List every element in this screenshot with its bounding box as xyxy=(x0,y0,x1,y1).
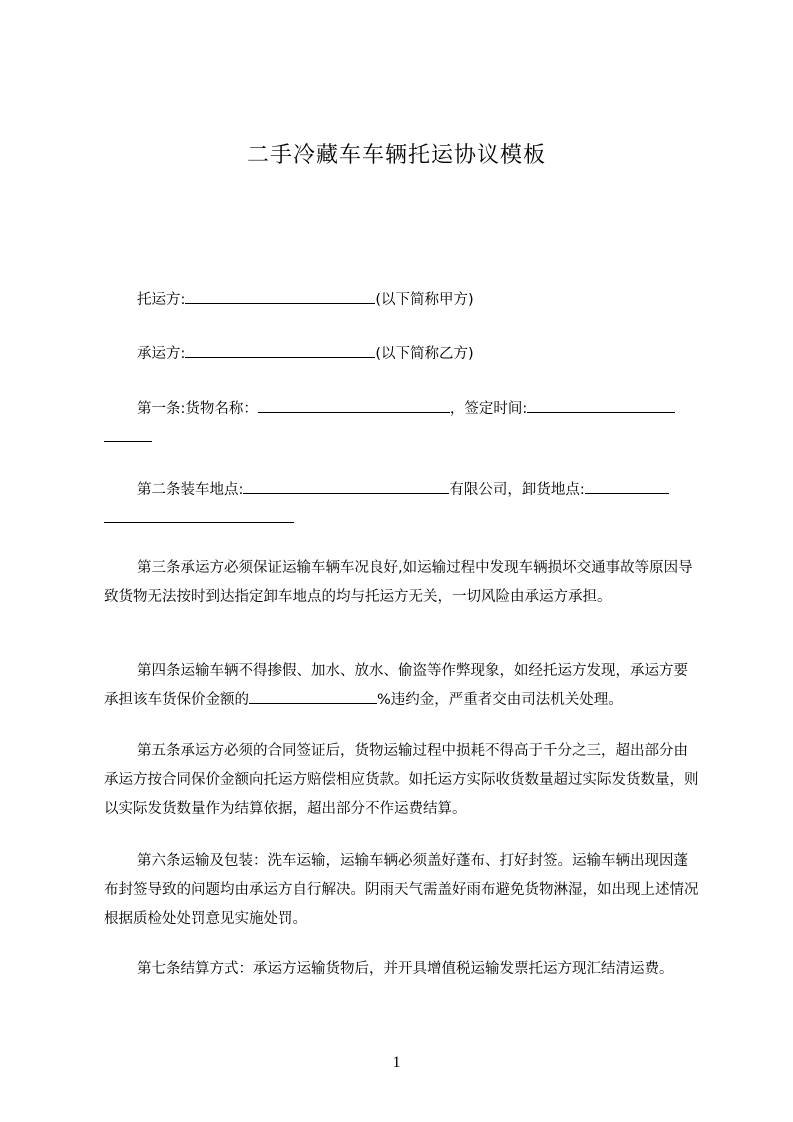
shipper-suffix: (以下简称甲方) xyxy=(375,292,474,308)
loading-place-blank xyxy=(243,478,449,494)
article-6: 第六条运输及包装：洗车运输，运输车辆必须盖好蓬布、打好封签。运输车辆出现因蓬布封签导致的问题均由承运方自行解决。阴雨天气需盖好雨布避免货物淋湿，如出现上述情况根据质检处处罚意见实施处罚。 xyxy=(104,853,699,927)
penalty-percent-blank xyxy=(249,688,377,704)
carrier-blank xyxy=(185,342,375,358)
article-4-suffix: %违约金，严重者交由司法机关处理。 xyxy=(377,692,623,708)
article-2-prefix: 第二条装车地点: xyxy=(137,482,244,498)
article-3: 第三条承运方必须保证运输车辆车况良好,如运输过程中发现车辆损坏交通事故等原因导致货物无法按时到达指定卸车地点的均与托运方无关，一切风险由承运方承担。 xyxy=(104,560,693,605)
sign-date-blank xyxy=(527,397,675,413)
article-7: 第七条结算方式：承运方运输货物后，并开具增值税运输发票托运方现汇结清运费。 xyxy=(137,961,674,977)
sign-date-blank-continued xyxy=(104,426,152,442)
article-2 xyxy=(104,476,702,534)
document-title: 二手冷藏车车辆托运协议模板 xyxy=(246,143,546,168)
article-4 xyxy=(104,657,702,715)
article-1-prefix: 第一条:货物名称： xyxy=(137,401,258,417)
article-5: 第五条承运方必须的合同签证后，货物运输过程中损耗不得高于千分之三，超出部分由承运方按合同保价金额向托运方赔偿相应货款。如托运方实际收货数量超过实际发货数量，则以实际发货数量作为结算依据，超出部分不作运费结算。 xyxy=(104,743,699,817)
unloading-place-blank xyxy=(585,478,669,494)
shipper-label: 托运方: xyxy=(137,292,186,308)
carrier-label: 承运方: xyxy=(137,346,186,362)
unloading-place-blank-continued xyxy=(104,507,294,523)
article-2-middle: 有限公司，卸货地点: xyxy=(449,482,585,498)
article-4-prefix: 第四条运输车辆不得掺假、加水、放水、偷盗等作弊现象，如经托运方发现，承运方要承担该车货保价金额的 xyxy=(104,663,688,708)
goods-name-blank xyxy=(258,397,450,413)
article-1 xyxy=(104,395,702,453)
carrier-line xyxy=(104,340,702,369)
carrier-suffix: (以下简称乙方) xyxy=(375,346,474,362)
page-number: 1 xyxy=(392,1054,401,1071)
article-1-middle: ，签定时间: xyxy=(449,401,528,417)
shipper-line xyxy=(104,286,702,315)
shipper-blank xyxy=(185,288,375,304)
